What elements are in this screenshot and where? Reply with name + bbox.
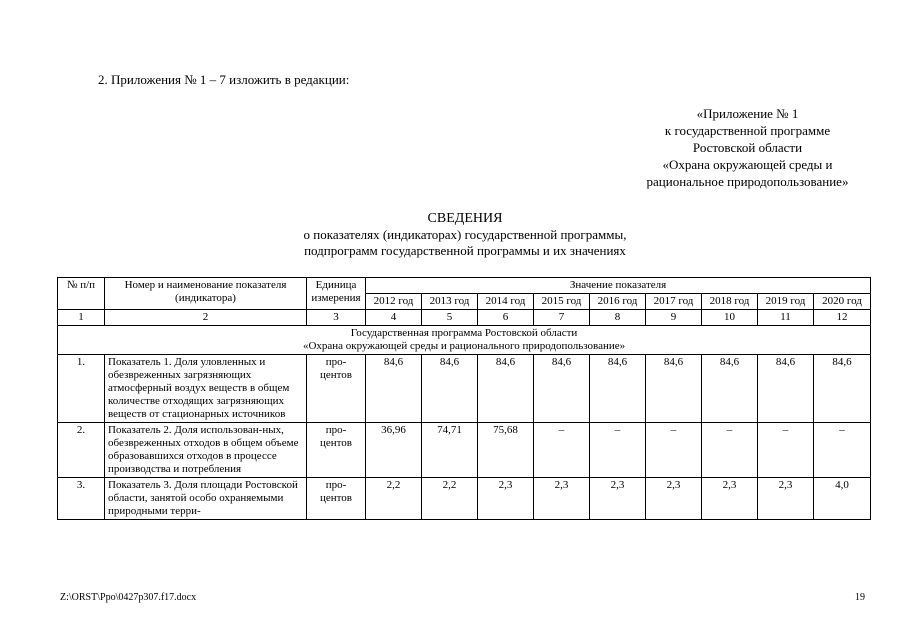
column-number: 12 [814,310,871,326]
row-value: 84,6 [534,355,590,423]
row-value: – [590,423,646,478]
heading-title: СВЕДЕНИЯ [427,211,503,226]
column-number: 11 [758,310,814,326]
row-num: 1. [58,355,105,423]
row-value: 2,3 [590,478,646,520]
appendix-line: Ростовской области [692,140,803,155]
column-number: 10 [702,310,758,326]
row-value: 2,3 [646,478,702,520]
row-value: 84,6 [478,355,534,423]
row-value: 84,6 [758,355,814,423]
row-value: 2,3 [478,478,534,520]
row-value: 84,6 [814,355,871,423]
column-number: 4 [366,310,422,326]
row-unit: про-центов [307,355,366,423]
section-title [58,326,871,355]
header-year: 2019 год [758,294,814,310]
row-value: 84,6 [702,355,758,423]
row-value: 74,71 [422,423,478,478]
appendix-line: «Приложение № 1 [696,106,799,121]
appendix-line: «Охрана окружающей среды и [662,157,833,172]
document-heading [200,211,730,259]
indicators-table [57,277,871,520]
column-number: 5 [422,310,478,326]
row-value: 84,6 [422,355,478,423]
row-value: 75,68 [478,423,534,478]
header-year: 2014 год [478,294,534,310]
header-name: Номер и наименование показателя (индикатора) [105,278,307,310]
heading-subtitle-line: о показателях (индикаторах) государственной программы, [303,227,627,242]
header-year: 2017 год [646,294,702,310]
appendix-header [620,105,875,190]
appendix-line: рациональное природопользование» [646,174,849,189]
row-value: 84,6 [366,355,422,423]
table-row [58,423,871,478]
section-line: Государственная программа Ростовской области [350,327,578,339]
footer-file-path: Z:\ORST\Ppo\0427p307.f17.docx [60,592,197,603]
section-line: «Охрана окружающей среды и рационального природопользование» [302,340,626,352]
row-unit: про-центов [307,423,366,478]
row-num: 2. [58,423,105,478]
column-number: 9 [646,310,702,326]
row-value: 36,96 [366,423,422,478]
row-value: 2,2 [422,478,478,520]
header-num: № п/п [58,278,105,310]
header-year: 2018 год [702,294,758,310]
heading-subtitle-line: подпрограмм государственной программы и их значениях [304,243,626,258]
row-value: 2,3 [534,478,590,520]
row-unit: про-центов [307,478,366,520]
row-value: 4,0 [814,478,871,520]
row-name: Показатель 2. Доля использован-ных, обезвреженных отходов в общем объеме образовавшихся отходов в процессе производства и потребления [105,423,307,478]
intro-paragraph: 2. Приложения № 1 – 7 изложить в редакции: [98,72,350,87]
column-number: 1 [58,310,105,326]
column-numbers-row [58,310,871,326]
header-value: Значение показателя [366,278,871,294]
header-year: 2013 год [422,294,478,310]
row-value: 2,2 [366,478,422,520]
row-value: 2,3 [758,478,814,520]
column-number: 3 [307,310,366,326]
footer-page-number: 19 [855,592,865,603]
row-value: – [814,423,871,478]
header-year: 2015 год [534,294,590,310]
row-value: – [534,423,590,478]
row-value: 84,6 [590,355,646,423]
row-name: Показатель 1. Доля уловленных и обезвреженных загрязняющих атмосферный воздух веществ в общем количестве отходящих загрязняющих веществ от стационарных источников [105,355,307,423]
appendix-line: к государственной программе [664,123,831,138]
column-number: 8 [590,310,646,326]
row-value: – [758,423,814,478]
column-number: 7 [534,310,590,326]
row-value: – [702,423,758,478]
row-value: 84,6 [646,355,702,423]
table-header-row [58,278,871,294]
header-year: 2020 год [814,294,871,310]
row-num: 3. [58,478,105,520]
header-unit: Единица измерения [307,278,366,310]
row-name: Показатель 3. Доля площади Ростовской области, занятой особо охраняемыми природными терри- [105,478,307,520]
column-number: 2 [105,310,307,326]
row-value: 2,3 [702,478,758,520]
row-value: – [646,423,702,478]
header-year: 2016 год [590,294,646,310]
table-row [58,478,871,520]
table-row [58,355,871,423]
header-year: 2012 год [366,294,422,310]
section-row [58,326,871,355]
column-number: 6 [478,310,534,326]
